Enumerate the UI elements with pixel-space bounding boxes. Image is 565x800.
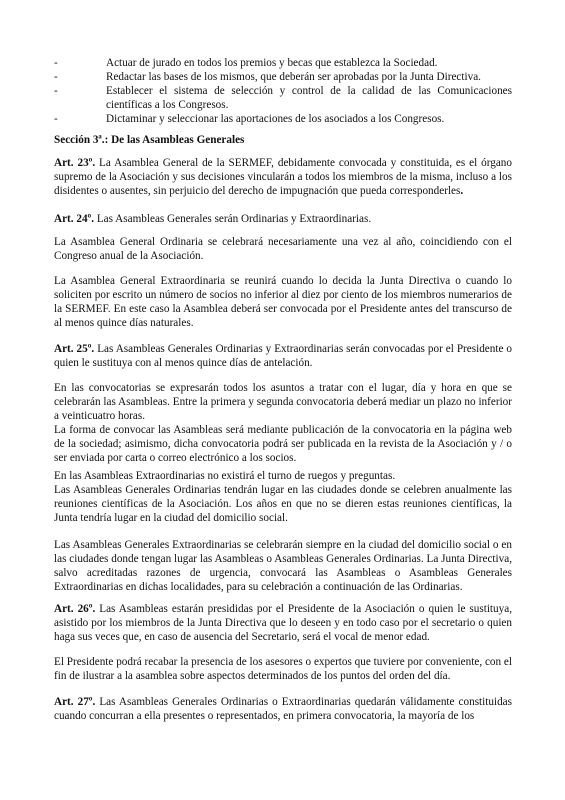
list-item-text: Establecer el sistema de selección y control de la calidad de las Comunicaciones científicas a los Congresos. (106, 85, 512, 111)
article-text: La Asamblea General de la SERMEF, debidamente convocada y constituida, es el órgano supremo de la Asociación y sus decisiones vincularán a todos los miembros de la misma, incluso a los disidentes o ausentes, sin perjuicio del derecho de impugnación que pueda corresponderles (54, 157, 512, 197)
bullet-dash: - (54, 57, 58, 69)
paragraph-text: En las Asambleas Extraordinarias no existirá el turno de ruegos y preguntas. (54, 470, 396, 482)
bullet-dash: - (54, 85, 58, 97)
list-item (54, 56, 512, 70)
section-heading-text: Sección 3ª.: De las Asambleas Generales (54, 134, 245, 146)
paragraph-text: La Asamblea General Ordinaria se celebrará necesariamente una vez al año, coincidiendo con el Congreso anual de la Asociación. (54, 236, 512, 262)
bullet-dash: - (54, 113, 58, 125)
paragraph-text: La Asamblea General Extraordinaria se reunirá cuando lo decida la Junta Directiva o cuando lo soliciten por escrito un número de socios no inferior al diez por ciento de los miembros numerarios de la SERMEF. En este caso la Asamblea deberá ser convocada por el Presidente antes del transcurso de al menos quince días naturales. (54, 275, 512, 329)
bullet-dash: - (54, 71, 58, 83)
paragraph-text: Las Asambleas Generales Ordinarias tendrán lugar en las ciudades donde se celebren anualmente las reuniones científicas de la Asociación. Los años en que no se dieren estas reuniones científicas, la Junta tendría lugar en la ciudad del domicilio social. (54, 484, 512, 524)
article-23 (54, 156, 512, 198)
article-text: Las Asambleas estarán presididas por el Presidente de la Asociación o quien le sustituya, asistido por los miembros de la Junta Directiva que lo deseen y en todo caso por el secretario o quien haga sus veces que, en caso de ausencia del Secretario, será el vocal de menor edad. (54, 603, 512, 643)
list-item-text: Dictaminar y seleccionar las aportaciones de los asociados a los Congresos. (106, 113, 445, 125)
list-item-text: Redactar las bases de los mismos, que deberán ser aprobadas por la Junta Directiva. (106, 71, 481, 83)
article-label: Art. 26º. (54, 603, 96, 615)
paragraph-text: El Presidente podrá recabar la presencia de los asesores o expertos que tuviere por conveniente, con el fin de ilustrar a la asamblea sobre aspectos determinados de los puntos del orden del día. (54, 656, 512, 682)
article-label: Art. 24º. (54, 213, 95, 225)
list-item (54, 84, 512, 112)
article-text: Las Asambleas Generales serán Ordinarias y Extraordinarias. (94, 213, 372, 225)
article-24 (54, 212, 512, 226)
paragraph-ordinaria (54, 235, 512, 263)
article-end-mark: . (460, 185, 464, 197)
article-text: Las Asambleas Generales Ordinarias y Extraordinarias serán convocadas por el Presidente o quien le sustituya con al menos quince días de antelación. (54, 343, 512, 369)
paragraph-text: La forma de convocar las Asambleas será mediante publicación de la convocatoria en la página web de la sociedad; asimismo, dicha convocatoria podrá ser publicada en la revista de la Asociación y / o ser enviada por carta o correo electrónico a los socios. (54, 424, 512, 464)
paragraph-text: En las convocatorias se expresarán todos los asuntos a tratar con el lugar, día y hora en que se celebrarán las Asambleas. Entre la primera y segunda convocatoria deberá mediar un plazo no inferior a veinticuatro horas. (54, 382, 512, 422)
list-item-text: Actuar de jurado en todos los premios y becas que establezca la Sociedad. (106, 57, 438, 69)
article-label: Art. 25º. (54, 343, 95, 355)
article-27 (54, 695, 512, 723)
article-label: Art. 23º. (54, 157, 96, 169)
section-heading (54, 133, 512, 147)
functions-list (54, 56, 512, 126)
paragraph-extra-lugar (54, 538, 512, 594)
article-label: Art. 27º. (54, 696, 96, 708)
paragraph-ruegos (54, 469, 512, 525)
list-item (54, 70, 512, 84)
article-26 (54, 602, 512, 644)
paragraph-convocatorias (54, 381, 512, 465)
article-text: Las Asambleas Generales Ordinarias o Extraordinarias quedarán válidamente constituidas cuando concurran a ella presentes o representados, en primera convocatoria, la mayoría de los (54, 696, 512, 722)
paragraph-presidente (54, 655, 512, 683)
paragraph-extraordinaria (54, 274, 512, 330)
list-item (54, 112, 512, 126)
article-25 (54, 342, 512, 370)
paragraph-text: Las Asambleas Generales Extraordinarias se celebrarán siempre en la ciudad del domicilio social o en las ciudades donde tengan lugar las Asambleas o Asambleas Generales Ordinarias. La Junta Directiva, salvo acreditadas razones de urgencia, convocará las Asambleas o Asambleas Generales Extraordinarias en dichas localidades, para su celebración a continuación de las Ordinarias. (54, 539, 512, 593)
